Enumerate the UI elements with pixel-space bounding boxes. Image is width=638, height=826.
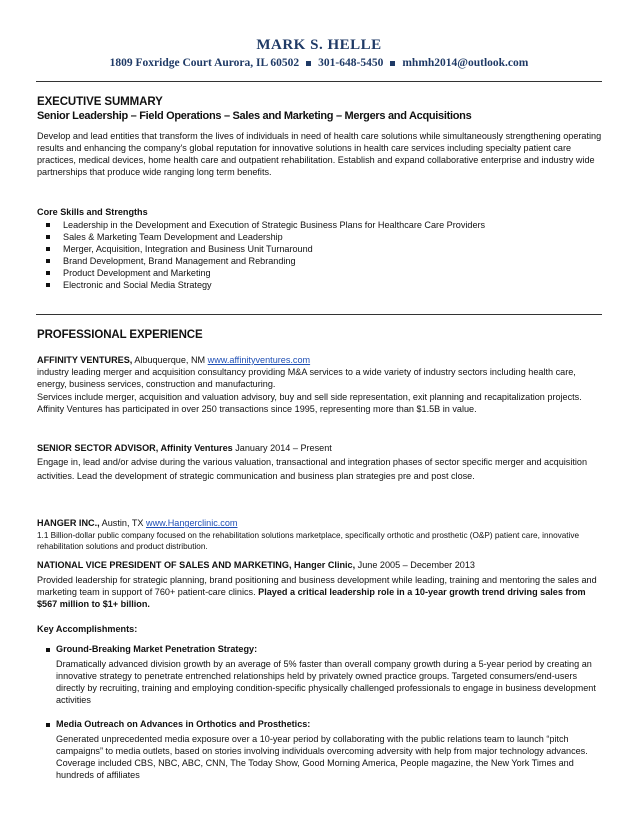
- bullet-icon: [46, 271, 50, 275]
- company-location: Albuquerque, NM: [132, 355, 208, 365]
- bullet-icon: [46, 247, 50, 251]
- bullet-icon: [46, 235, 50, 239]
- list-item: Electronic and Social Media Strategy: [37, 279, 597, 291]
- affinity-role-line: [37, 442, 602, 454]
- bullet-icon: [46, 259, 50, 263]
- bullet-icon: [46, 283, 50, 287]
- summary-paragraph: Develop and lead entities that transform the lives of individuals in need of health care solutions while simultaneously strengthening operating results and enhancing the company's global reputation for innovative solutions in health care services including specialty patient care practices, medical devices, home health care and outpatient rehabilitation. Establish and expand collaborative enterprise and industry wide partnerships that produce wide ranging long term benefits.: [37, 131, 602, 178]
- bullet-icon: [46, 723, 50, 727]
- affinity-role-description: Engage in, lead and/or advise during the various valuation, transactional and integration phases of sector specific merger and acquisition activities. Lead the development of strategic communication and business plan strategies pre and post close.: [37, 457, 588, 481]
- hanger-description: 1.1 Billion-dollar public company focused on the rehabilitation solutions marketplace, specifically orthotic and prosthetic (O&P) patient care, innovative rehabilitation solutions and product distribution.: [37, 531, 580, 551]
- company-link[interactable]: www.Hangerclinic.com: [146, 518, 238, 528]
- contact-line: [0, 57, 638, 69]
- candidate-name: MARK S. HELLE: [256, 37, 382, 53]
- affinity-services: Services include merger, acquisition and valuation advisory, buy and sell side representation, exit planning and recapitalization projects. Affinity Ventures has participated in over 250 transactions since 1995, representing more than $1.5B in value.: [37, 392, 582, 415]
- section-divider: [36, 314, 602, 315]
- summary-subtitle: Senior Leadership – Field Operations – Sales and Marketing – Mergers and Acquisitions: [37, 110, 472, 122]
- affinity-company-line: [37, 354, 602, 366]
- affinity-description: industry leading merger and acquisition consultancy providing M&A services to a wide variety of industry sectors including health care, energy, business services, construction and manufacturing.: [37, 367, 576, 390]
- hanger-role-description: Provided leadership for strategic planning, brand positioning and business development while leading, training and mentoring the sales and marketing team in support of 760+ patient-care clinics. Played a critical leadership role in a 10-year growth trend driving sales from $567 million to $1+ billion.: [37, 575, 597, 610]
- separator-square-icon: [306, 61, 311, 66]
- phone: 301-648-5450: [318, 57, 384, 69]
- accomplishment-text: Dramatically advanced division growth by an average of 5% faster than overall company growth during a 5-year period by creating an innovative strategy to penetrate entrenched relationships held by privately owned practice groups. Targeted consumers/end-users directly by recruiting, training and employing condition-specific physically challenged professionals to engage in business development activities: [56, 659, 596, 706]
- list-item: Product Development and Marketing: [37, 267, 597, 279]
- hanger-role-line: [37, 559, 602, 571]
- separator-square-icon: [390, 61, 395, 66]
- role-dates: June 2005 – December 2013: [355, 560, 475, 570]
- professional-experience-heading: PROFESSIONAL EXPERIENCE: [37, 329, 203, 341]
- role-title: SENIOR SECTOR ADVISOR, Affinity Ventures: [37, 443, 233, 453]
- accomplishment-title: Ground-Breaking Market Penetration Strategy:: [56, 644, 258, 654]
- hanger-company-line: [37, 517, 602, 529]
- list-item: Leadership in the Development and Execution of Strategic Business Plans for Healthcare Care Providers: [37, 219, 597, 231]
- role-highlight: Played a critical leadership role in a 10-year growth trend driving sales from $567 million to $1+ billion.: [37, 587, 586, 610]
- company-link[interactable]: www.affinityventures.com: [207, 355, 311, 365]
- company-name: HANGER INC.,: [37, 518, 100, 528]
- core-skills-list: [37, 219, 597, 292]
- list-item: Sales & Marketing Team Development and Leadership: [37, 231, 597, 243]
- executive-summary-heading: EXECUTIVE SUMMARY: [37, 96, 163, 108]
- company-location: Austin, TX: [99, 518, 146, 528]
- key-accomplishments-heading: Key Accomplishments:: [37, 624, 138, 634]
- accomplishment-text: Generated unprecedented media exposure over a 10-year period by collaborating with the public relations team to launch “pitch campaigns” to media outlets, based on stories involving individuals overcoming adversity with help from major technology advances. Coverage included CBS, NBC, ABC, CNN, The Today Show, Good Morning America, People magazine, the New York Times and hundreds of affiliates: [56, 734, 588, 781]
- bullet-icon: [46, 648, 50, 652]
- core-skills-heading: Core Skills and Strengths: [37, 207, 148, 217]
- role-title: NATIONAL VICE PRESIDENT OF SALES AND MARKETING, Hanger Clinic,: [37, 560, 356, 570]
- role-dates: January 2014 – Present: [232, 443, 332, 453]
- email[interactable]: mhmh2014@outlook.com: [402, 57, 529, 69]
- header-divider: [36, 81, 602, 82]
- address: 1809 Foxridge Court Aurora, IL 60502: [109, 57, 300, 69]
- bullet-icon: [46, 223, 50, 227]
- list-item: Brand Development, Brand Management and Rebranding: [37, 255, 597, 267]
- accomplishment-title: Media Outreach on Advances in Orthotics and Prosthetics:: [56, 719, 311, 729]
- list-item: Merger, Acquisition, Integration and Business Unit Turnaround: [37, 243, 597, 255]
- company-name: AFFINITY VENTURES,: [37, 355, 133, 365]
